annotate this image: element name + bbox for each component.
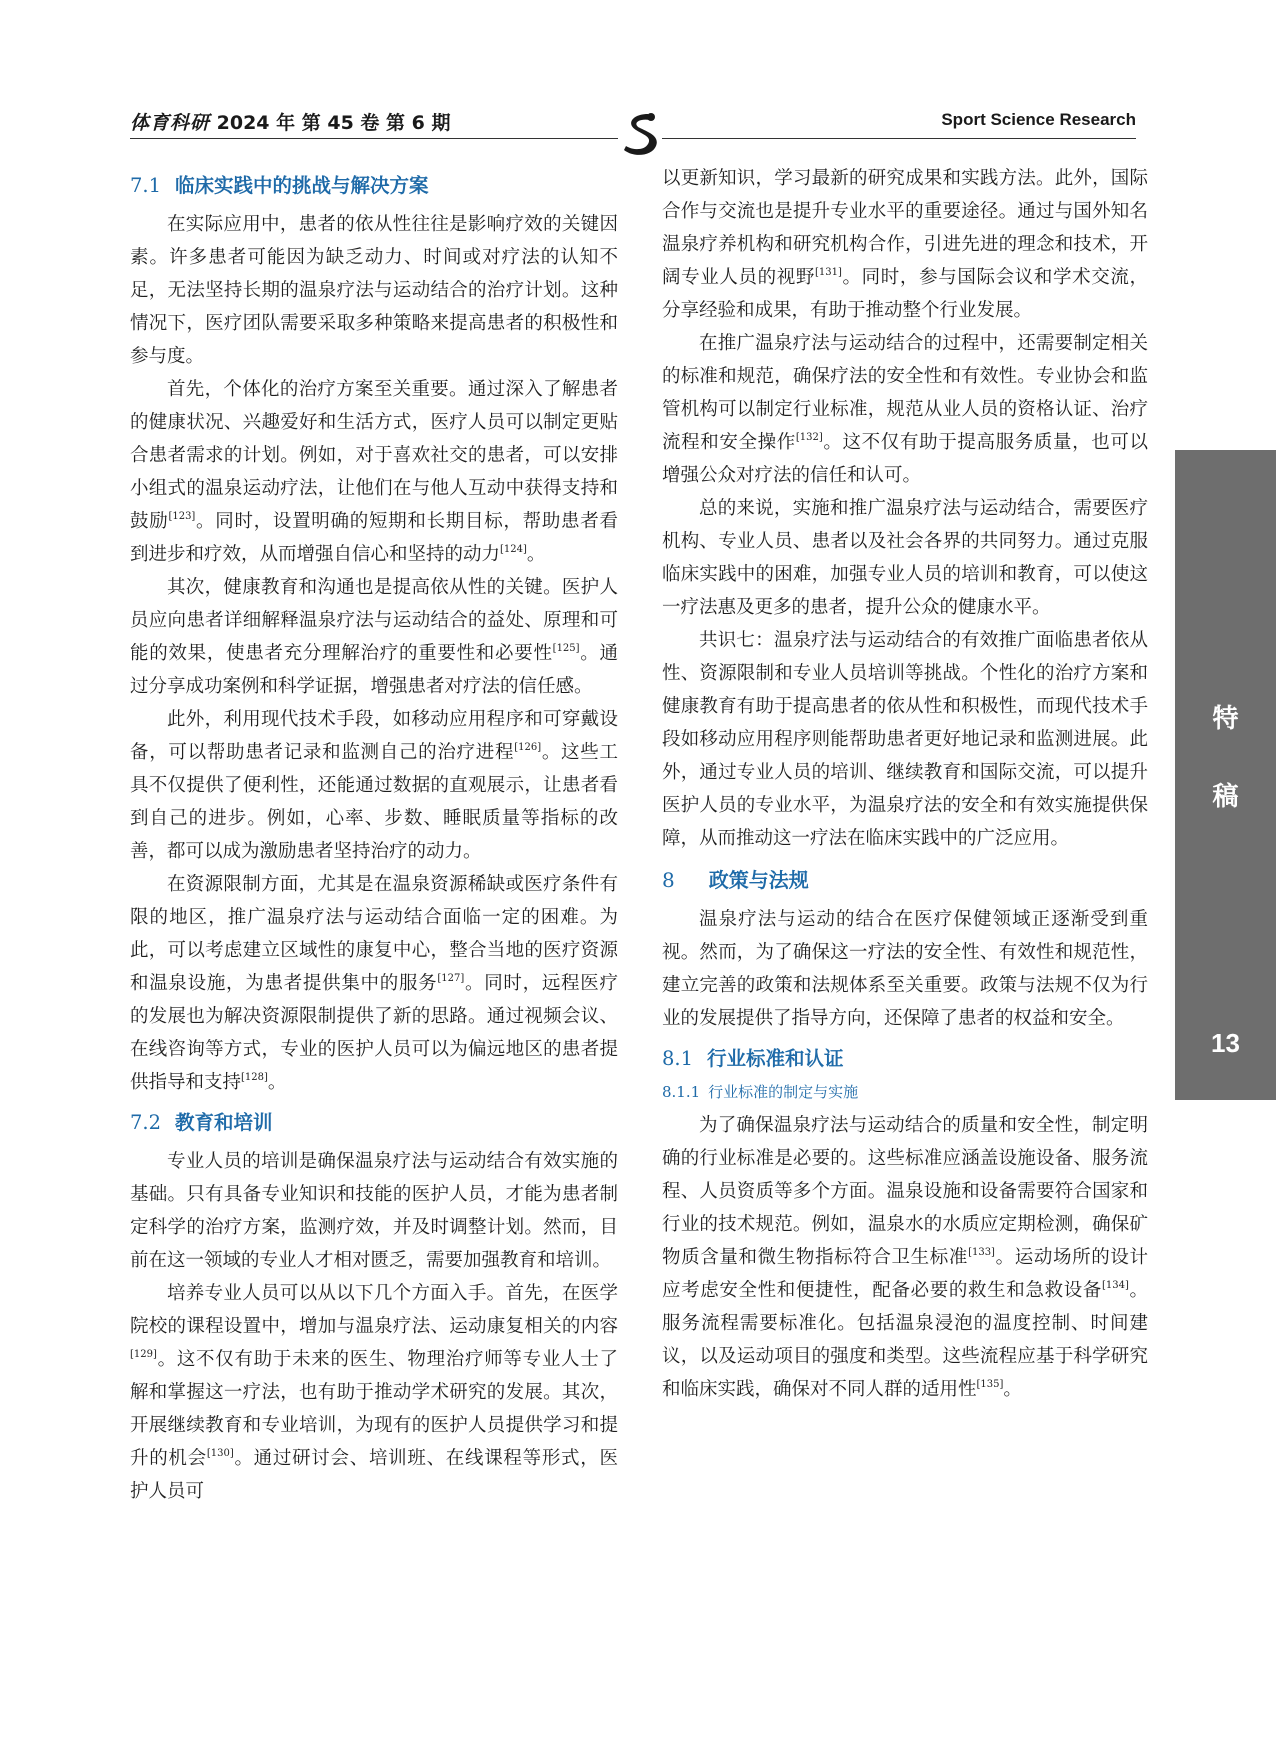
text: 以更新知识，学习最新的研究成果和实践方法。此外，国际合作与交流也是提升专业水平的重要途径。通过与国外知名温泉疗养机构和研究机构合作，引进先进的理念和技术，开阔专业人员的视野 <box>662 168 1148 288</box>
citation: [124] <box>500 544 527 555</box>
paragraph: 总的来说，实施和推广温泉疗法与运动结合，需要医疗机构、专业人员、患者以及社会各界的共同努力。通过克服临床实践中的困难，加强专业人员的培训和教育，可以使这一疗法惠及更多的患者，提升公众的健康水平。 <box>662 498 1148 618</box>
side-tab-char: 特 <box>1212 704 1239 734</box>
text: 其次，健康教育和沟通也是提高依从性的关键。医护人员应向患者详细解释温泉疗法与运动结合的益处、原理和可能的效果，使患者充分理解治疗的重要性和必要性 <box>130 577 618 664</box>
citation: [132] <box>795 432 823 443</box>
citation: [135] <box>976 1379 1004 1390</box>
section-number: 8.1 <box>662 1047 694 1070</box>
journal-title <box>130 108 451 135</box>
citation: [133] <box>968 1247 995 1258</box>
citation: [130] <box>206 1448 234 1459</box>
paragraph <box>130 1277 618 1508</box>
paragraph <box>662 1109 1148 1406</box>
text: 。通过分享成功案例和科学证据，增强患者对疗法的信任感。 <box>130 643 618 697</box>
section-heading-8 <box>662 867 1148 893</box>
text: 在推广温泉疗法与运动结合的过程中，还需要制定相关的标准和规范，确保疗法的安全性和有效性。专业协会和监管机构可以制定行业标准，规范从业人员的资格认证、治疗流程和安全操作 <box>662 333 1148 453</box>
text: 。 <box>1003 1379 1022 1400</box>
text: 此外，利用现代技术手段，如移动应用程序和可穿戴设备，可以帮助患者记录和监测自己的治疗进程 <box>130 709 618 763</box>
journal-name-en: Sport Science Research <box>941 110 1136 129</box>
issue-info: 2024 年 第 45 卷 第 6 期 <box>216 112 451 134</box>
section-heading-7-2 <box>130 1111 618 1135</box>
paragraph <box>130 373 618 571</box>
text: 。运动场所的设计应考虑安全性和便捷性，配备必要的救生和急救设备 <box>662 1247 1148 1301</box>
section-number: 7.2 <box>130 1111 162 1134</box>
text: 。通过研讨会、培训班、在线课程等形式，医护人员可 <box>130 1448 618 1502</box>
text: 培养专业人员可以从以下几个方面入手。首先，在医学院校的课程设置中，增加与温泉疗法、运动康复相关的内容 <box>130 1283 618 1337</box>
paragraph: 专业人员的培训是确保温泉疗法与运动结合有效实施的基础。只有具备专业知识和技能的医护人员，才能为患者制定科学的治疗方案，监测疗效，并及时调整计划。然而，目前在这一领域的专业人才相对匮乏，需要加强教育和培训。 <box>130 1151 618 1271</box>
citation: [131] <box>815 267 842 278</box>
section-title: 教育和培训 <box>175 1111 273 1134</box>
citation: [126] <box>514 742 542 753</box>
section-title: 行业标准的制定与实施 <box>708 1083 859 1101</box>
citation: [134] <box>1101 1280 1129 1291</box>
paragraph <box>130 703 618 868</box>
text: 。这不仅有助于未来的医生、物理治疗师等专业人士了解和掌握这一疗法，也有助于推动学术研究的发展。其次，开展继续教育和专业培训，为现有的医护人员提供学习和提升的机会 <box>130 1349 618 1469</box>
paragraph <box>130 868 618 1099</box>
text: 。服务流程需要标准化。包括温泉浸泡的温度控制、时间建议，以及运动项目的强度和类型。这些流程应基于科学研究和临床实践，确保对不同人群的适用性 <box>662 1280 1148 1400</box>
paragraph <box>130 571 618 703</box>
paragraph <box>662 327 1148 492</box>
citation: [127] <box>437 973 465 984</box>
citation: [128] <box>241 1072 268 1083</box>
text: 。同时，远程医疗的发展也为解决资源限制提供了新的思路。通过视频会议、在线咨询等方式，专业的医护人员可以为偏远地区的患者提供指导和支持 <box>130 973 618 1093</box>
section-number: 7.1 <box>130 174 162 197</box>
section-title: 临床实践中的挑战与解决方案 <box>175 174 429 197</box>
text: 。这不仅有助于提高服务质量，也可以增强公众对疗法的信任和认可。 <box>662 432 1148 486</box>
section-title: 行业标准和认证 <box>707 1047 844 1070</box>
citation: [125] <box>552 643 580 654</box>
section-title: 政策与法规 <box>708 868 809 892</box>
journal-name-cn: 体育科研 <box>130 112 211 134</box>
paragraph: 温泉疗法与运动的结合在医疗保健领域正逐渐受到重视。然而，为了确保这一疗法的安全性、有效性和规范性，建立完善的政策和法规体系至关重要。政策与法规不仅为行业的发展提供了指导方向，还保障了患者的权益和安全。 <box>662 909 1148 1029</box>
journal-logo-icon <box>618 110 662 160</box>
text: 首先，个体化的治疗方案至关重要。通过深入了解患者的健康状况、兴趣爱好和生活方式，医疗人员可以制定更贴合患者需求的计划。例如，对于喜欢社交的患者，可以安排小组式的温泉运动疗法，让他们在与他人互动中获得支持和鼓励 <box>130 379 618 532</box>
text: 。 <box>526 544 546 565</box>
text: 。同时，参与国际会议和学术交流，分享经验和成果，有助于推动整个行业发展。 <box>662 267 1148 321</box>
paragraph: 在实际应用中，患者的依从性往往是影响疗效的关键因素。许多患者可能因为缺乏动力、时间或对疗法的认知不足，无法坚持长期的温泉疗法与运动结合的治疗计划。这种情况下，医疗团队需要采取多种策略来提高患者的积极性和参与度。 <box>130 214 618 367</box>
section-heading-8-1 <box>662 1047 1148 1071</box>
left-column <box>130 162 618 1508</box>
citation: [129] <box>130 1349 157 1360</box>
text: 。这些工具不仅提供了便利性，还能通过数据的直观展示，让患者看到自己的进步。例如，心率、步数、睡眠质量等指标的改善，都可以成为激励患者坚持治疗的动力。 <box>130 742 618 862</box>
right-column <box>662 162 1148 1406</box>
text: 。同时，设置明确的短期和长期目标，帮助患者看到进步和疗效，从而增强自信心和坚持的动力 <box>130 511 618 565</box>
paragraph: 共识七：温泉疗法与运动结合的有效推广面临患者依从性、资源限制和专业人员培训等挑战。个性化的治疗方案和健康教育有助于提高患者的依从性和积极性，而现代技术手段如移动应用程序则能帮助患者更好地记录和监测进展。此外，通过专业人员的培训、继续教育和国际交流，可以提升医护人员的专业水平，为温泉疗法的安全和有效实施提供保障，从而推动这一疗法在临床实践中的广泛应用。 <box>662 630 1148 849</box>
section-heading-8-1-1 <box>662 1081 1148 1103</box>
text: 为了确保温泉疗法与运动结合的质量和安全性，制定明确的行业标准是必要的。这些标准应涵盖设施设备、服务流程、人员资质等多个方面。温泉设施和设备需要符合国家和行业的技术规范。例如，温泉水的水质应定期检测，确保矿物质含量和微生物指标符合卫生标准 <box>662 1115 1148 1268</box>
section-number: 8.1.1 <box>662 1083 701 1101</box>
paragraph <box>662 162 1148 327</box>
section-number: 8 <box>662 868 675 892</box>
text: 在资源限制方面，尤其是在温泉资源稀缺或医疗条件有限的地区，推广温泉疗法与运动结合面临一定的困难。为此，可以考虑建立区域性的康复中心，整合当地的医疗资源和温泉设施，为患者提供集中的服务 <box>130 874 618 994</box>
section-heading-7-1 <box>130 174 618 198</box>
side-tab-label <box>1175 702 1276 858</box>
citation: [123] <box>168 511 196 522</box>
text: 。 <box>267 1072 287 1093</box>
section-side-tab <box>1175 450 1276 1100</box>
page-number: 13 <box>1211 1028 1240 1058</box>
side-tab-char: 稿 <box>1212 782 1239 812</box>
